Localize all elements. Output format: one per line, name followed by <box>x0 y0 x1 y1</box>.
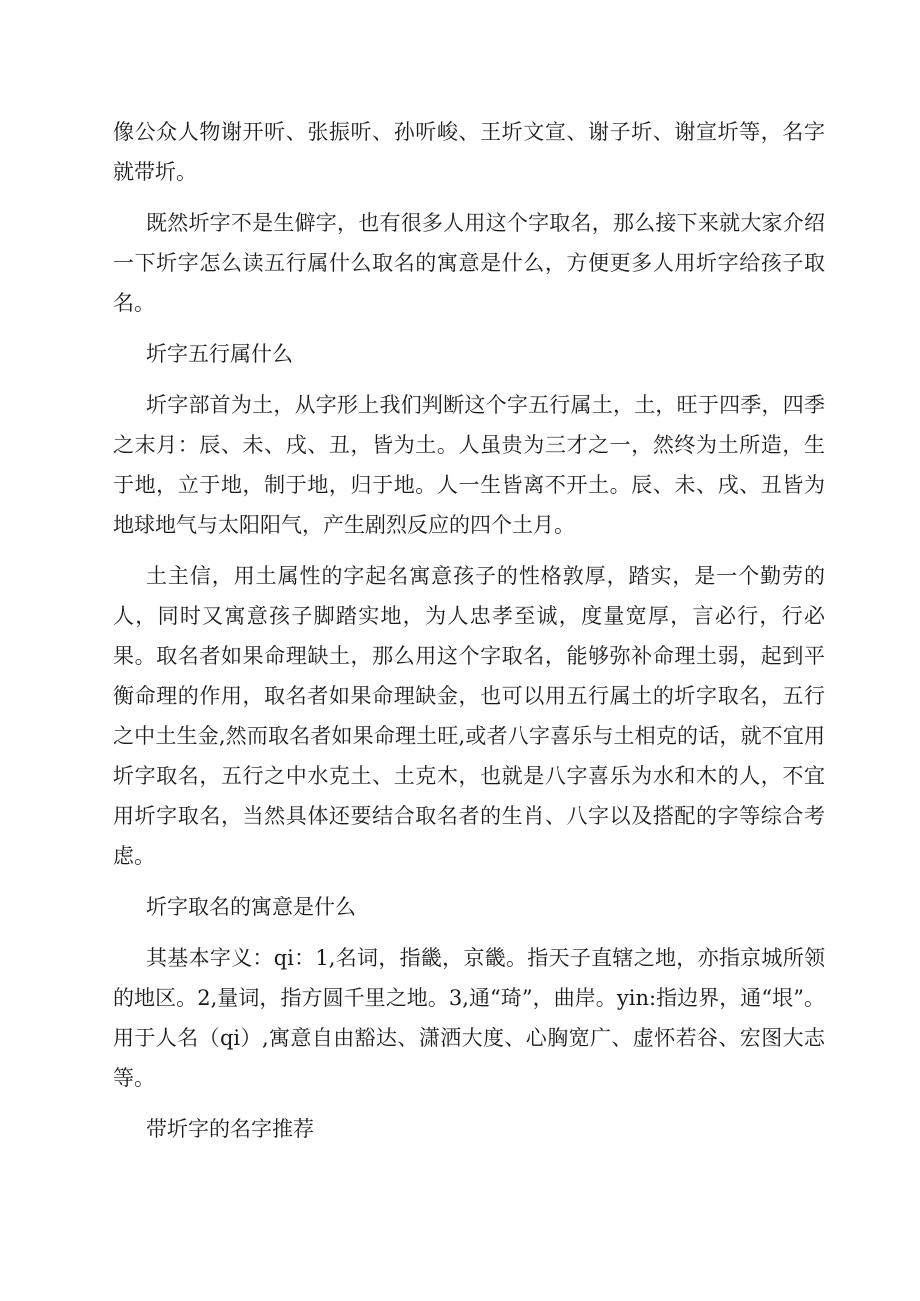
paragraph-names-example: 像公众人物谢开听、张振听、孙听峻、王圻文宣、谢子圻、谢宣圻等，名字就带圻。 <box>113 120 825 184</box>
paragraph-earth-meaning: 土主信，用土属性的字起名寓意孩子的性格敦厚，踏实，是一个勤劳的人，同时又寓意孩子脚踏实地，为人忠孝至诚，度量宽厚，言必行，行必果。取名者如果命理缺土，那么用这个字取名，能够弥补命理土弱，起到平衡命理的作用，取名者如果命理缺金，也可以用五行属土的圻字取名，五行之中土生金,然而取名者如果命理土旺,或者八字喜乐与土相克的话，就不宜用圻字取名，五行之中水克土、土克木，也就是八字喜乐为水和木的人，不宜用圻字取名，当然具体还要结合取名者的生肖、八字以及搭配的字等综合考虑。 <box>113 564 825 868</box>
section-heading-wuxing: 圻字五行属什么 <box>146 342 293 366</box>
section-heading-name-recommendations: 带圻字的名字推荐 <box>146 1117 314 1141</box>
section-heading-meaning: 圻字取名的寓意是什么 <box>146 895 356 919</box>
paragraph-wuxing-earth: 圻字部首为土，从字形上我们判断这个字五行属土，土，旺于四季，四季之末月：辰、未、戌、丑，皆为土。人虽贵为三才之一，然终为土所造，生于地，立于地，制于地，归于地。人一生皆离不开土。辰、未、戌、丑皆为地球地气与太阳阳气，产生剧烈反应的四个土月。 <box>113 393 825 537</box>
paragraph-intro: 既然圻字不是生僻字，也有很多人用这个字取名，那么接下来就大家介绍一下圻字怎么读五行属什么取名的寓意是什么，方便更多人用圻字给孩子取名。 <box>113 211 825 315</box>
paragraph-character-meaning: 其基本字义：qi：1,名词，指畿，京畿。指天子直辖之地，亦指京城所领的地区。2,量词，指方圆千里之地。3,通“琦”，曲岸。yin:指边界，通“垠”。用于人名（qi）,寓意自由豁达、潇洒大度、心胸宽广、虚怀若谷、宏图大志等。 <box>113 946 825 1090</box>
document-body <box>113 112 825 1160</box>
